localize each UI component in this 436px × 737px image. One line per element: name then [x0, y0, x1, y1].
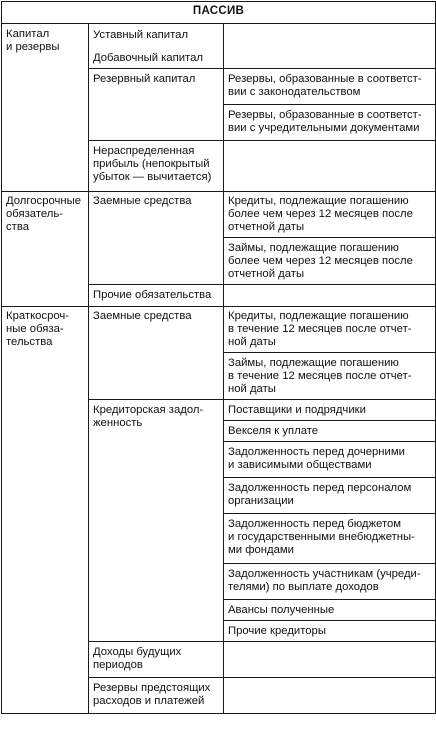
table-title: ПАССИВ — [2, 2, 436, 24]
item-rezervy-predst: Резервы предстоящих расходов и платежей — [89, 678, 224, 714]
detail-kred-short: Кредиты, подлежащие погашению в течение 12 месяцев после отчет- ной даты — [224, 307, 436, 353]
table-row — [2, 24, 436, 69]
item-neraspred: Нераспределенная прибыль (непокрытый убыток — вычитается) — [89, 141, 224, 192]
detail-rez-uchred: Резервы, образованные в соответст- вии с учредительными документами — [224, 105, 436, 141]
detail-zaim-short: Займы, подлежащие погашению в течение 12 месяцев после отчет- ной даты — [224, 353, 436, 400]
item-cell — [89, 24, 224, 69]
detail-cell-empty — [224, 141, 436, 192]
detail-cell-empty — [224, 285, 436, 307]
item-dobavochny: Добавочный капитал — [93, 52, 203, 64]
detail-rez-zakon: Резервы, образованные в соответст- вии с законодательством — [224, 69, 436, 105]
detail-avansy: Авансы полученные — [224, 600, 436, 621]
table-row — [2, 307, 436, 353]
passiv-table — [1, 1, 436, 714]
item-rezervny: Резервный капитал — [89, 69, 224, 141]
section-longterm: Долгосрочные обязатель- ства — [2, 192, 89, 307]
detail-postavshiki: Поставщики и подрядчики — [224, 400, 436, 421]
item-zaemnye-short: Заемные средства — [89, 307, 224, 400]
detail-cell-empty — [224, 642, 436, 678]
item-zaemnye-long: Заемные средства — [89, 192, 224, 285]
detail-kred-long: Кредиты, подлежащие погашению более чем через 12 месяцев после отчетной даты — [224, 192, 436, 238]
detail-prochie-kred: Прочие кредиторы — [224, 621, 436, 642]
detail-dochernie: Задолженность перед дочерними и зависимыми обществами — [224, 442, 436, 478]
table-row — [2, 2, 436, 24]
item-kreditorskaya: Кредиторская задол- женность — [89, 400, 224, 642]
detail-personal: Задолженность перед персоналом организации — [224, 478, 436, 514]
section-capital: Капитал и резервы — [2, 24, 89, 192]
detail-vekselya: Векселя к уплате — [224, 421, 436, 442]
detail-cell-empty — [224, 24, 436, 69]
detail-budzhet: Задолженность перед бюджетом и государственными внебюджетны- ми фондами — [224, 514, 436, 564]
section-shortterm: Краткосроч- ные обяза- тельства — [2, 307, 89, 714]
item-dohody: Доходы будущих периодов — [89, 642, 224, 678]
detail-zaim-long: Займы, подлежащие погашению более чем через 12 месяцев после отчетной даты — [224, 238, 436, 285]
detail-cell-empty — [224, 678, 436, 714]
detail-uchastniki: Задолженность участникам (учреди- телями) по выплате доходов — [224, 564, 436, 600]
item-prochie-obyaz: Прочие обязательства — [89, 285, 224, 307]
table-row — [2, 192, 436, 238]
item-ustavny: Уставный капитал — [93, 29, 189, 41]
